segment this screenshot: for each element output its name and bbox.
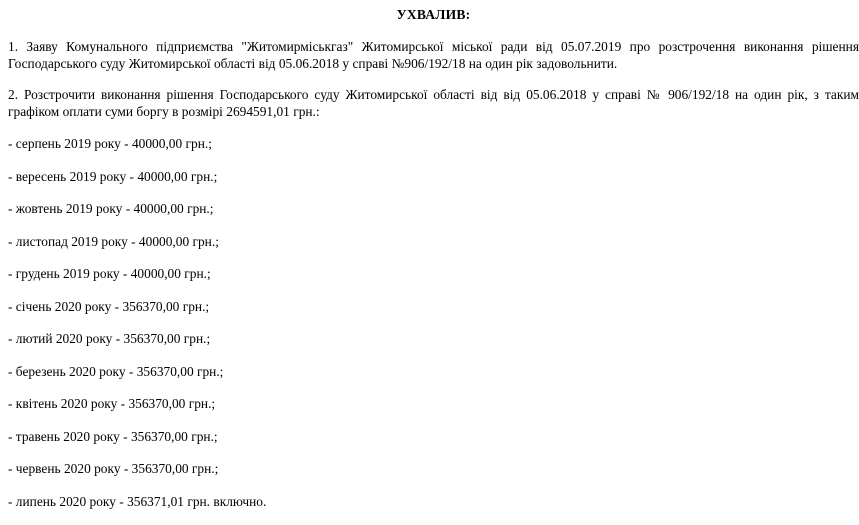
schedule-item-may-2020: - травень 2020 року - 356370,00 грн.; — [8, 428, 218, 444]
schedule-item-nov-2019: - листопад 2019 року - 40000,00 грн.; — [8, 233, 219, 249]
schedule-item-jan-2020: - січень 2020 року - 356370,00 грн.; — [8, 298, 210, 314]
ruling-paragraph-2: 2. Розстрочити виконання рішення Господарського суду Житомирської області від від 05.06.2018 у справі № 906/192/18 на один рік, з таким графіком оплати суми боргу в розмірі 2694591,01 грн.: — [8, 87, 859, 119]
ruling-paragraph-1: 1. Заяву Комунального підприємства "Житомирміськгаз" Житомирської міської ради від 05.07.2019 про розстрочення виконання рішення Господарського суду Житомирської області від 05.06.2018 у справі №906/192/18 на один рік задовольнити. — [8, 39, 859, 71]
schedule-item-dec-2019: - грудень 2019 року - 40000,00 грн.; — [8, 266, 211, 281]
schedule-item-oct-2019: - жовтень 2019 року - 40000,00 грн.; — [8, 201, 214, 216]
schedule-item-jul-2020: - липень 2020 року - 356371,01 грн. включно. — [8, 493, 267, 509]
payment-schedule-list — [8, 135, 859, 510]
schedule-item-jun-2020: - червень 2020 року - 356370,00 грн.; — [8, 461, 219, 476]
schedule-item-apr-2020: - квітень 2020 року - 356370,00 грн.; — [8, 396, 216, 411]
court-ruling-document — [8, 0, 859, 525]
schedule-item-mar-2020: - березень 2020 року - 356370,00 грн.; — [8, 363, 224, 379]
schedule-item-aug-2019: - серпень 2019 року - 40000,00 грн.; — [8, 136, 212, 151]
schedule-item-sep-2019: - вересень 2019 року - 40000,00 грн.; — [8, 168, 218, 184]
schedule-item-feb-2020: - лютий 2020 року - 356370,00 грн.; — [8, 331, 211, 346]
ruling-heading: УХВАЛИВ: — [396, 7, 471, 22]
